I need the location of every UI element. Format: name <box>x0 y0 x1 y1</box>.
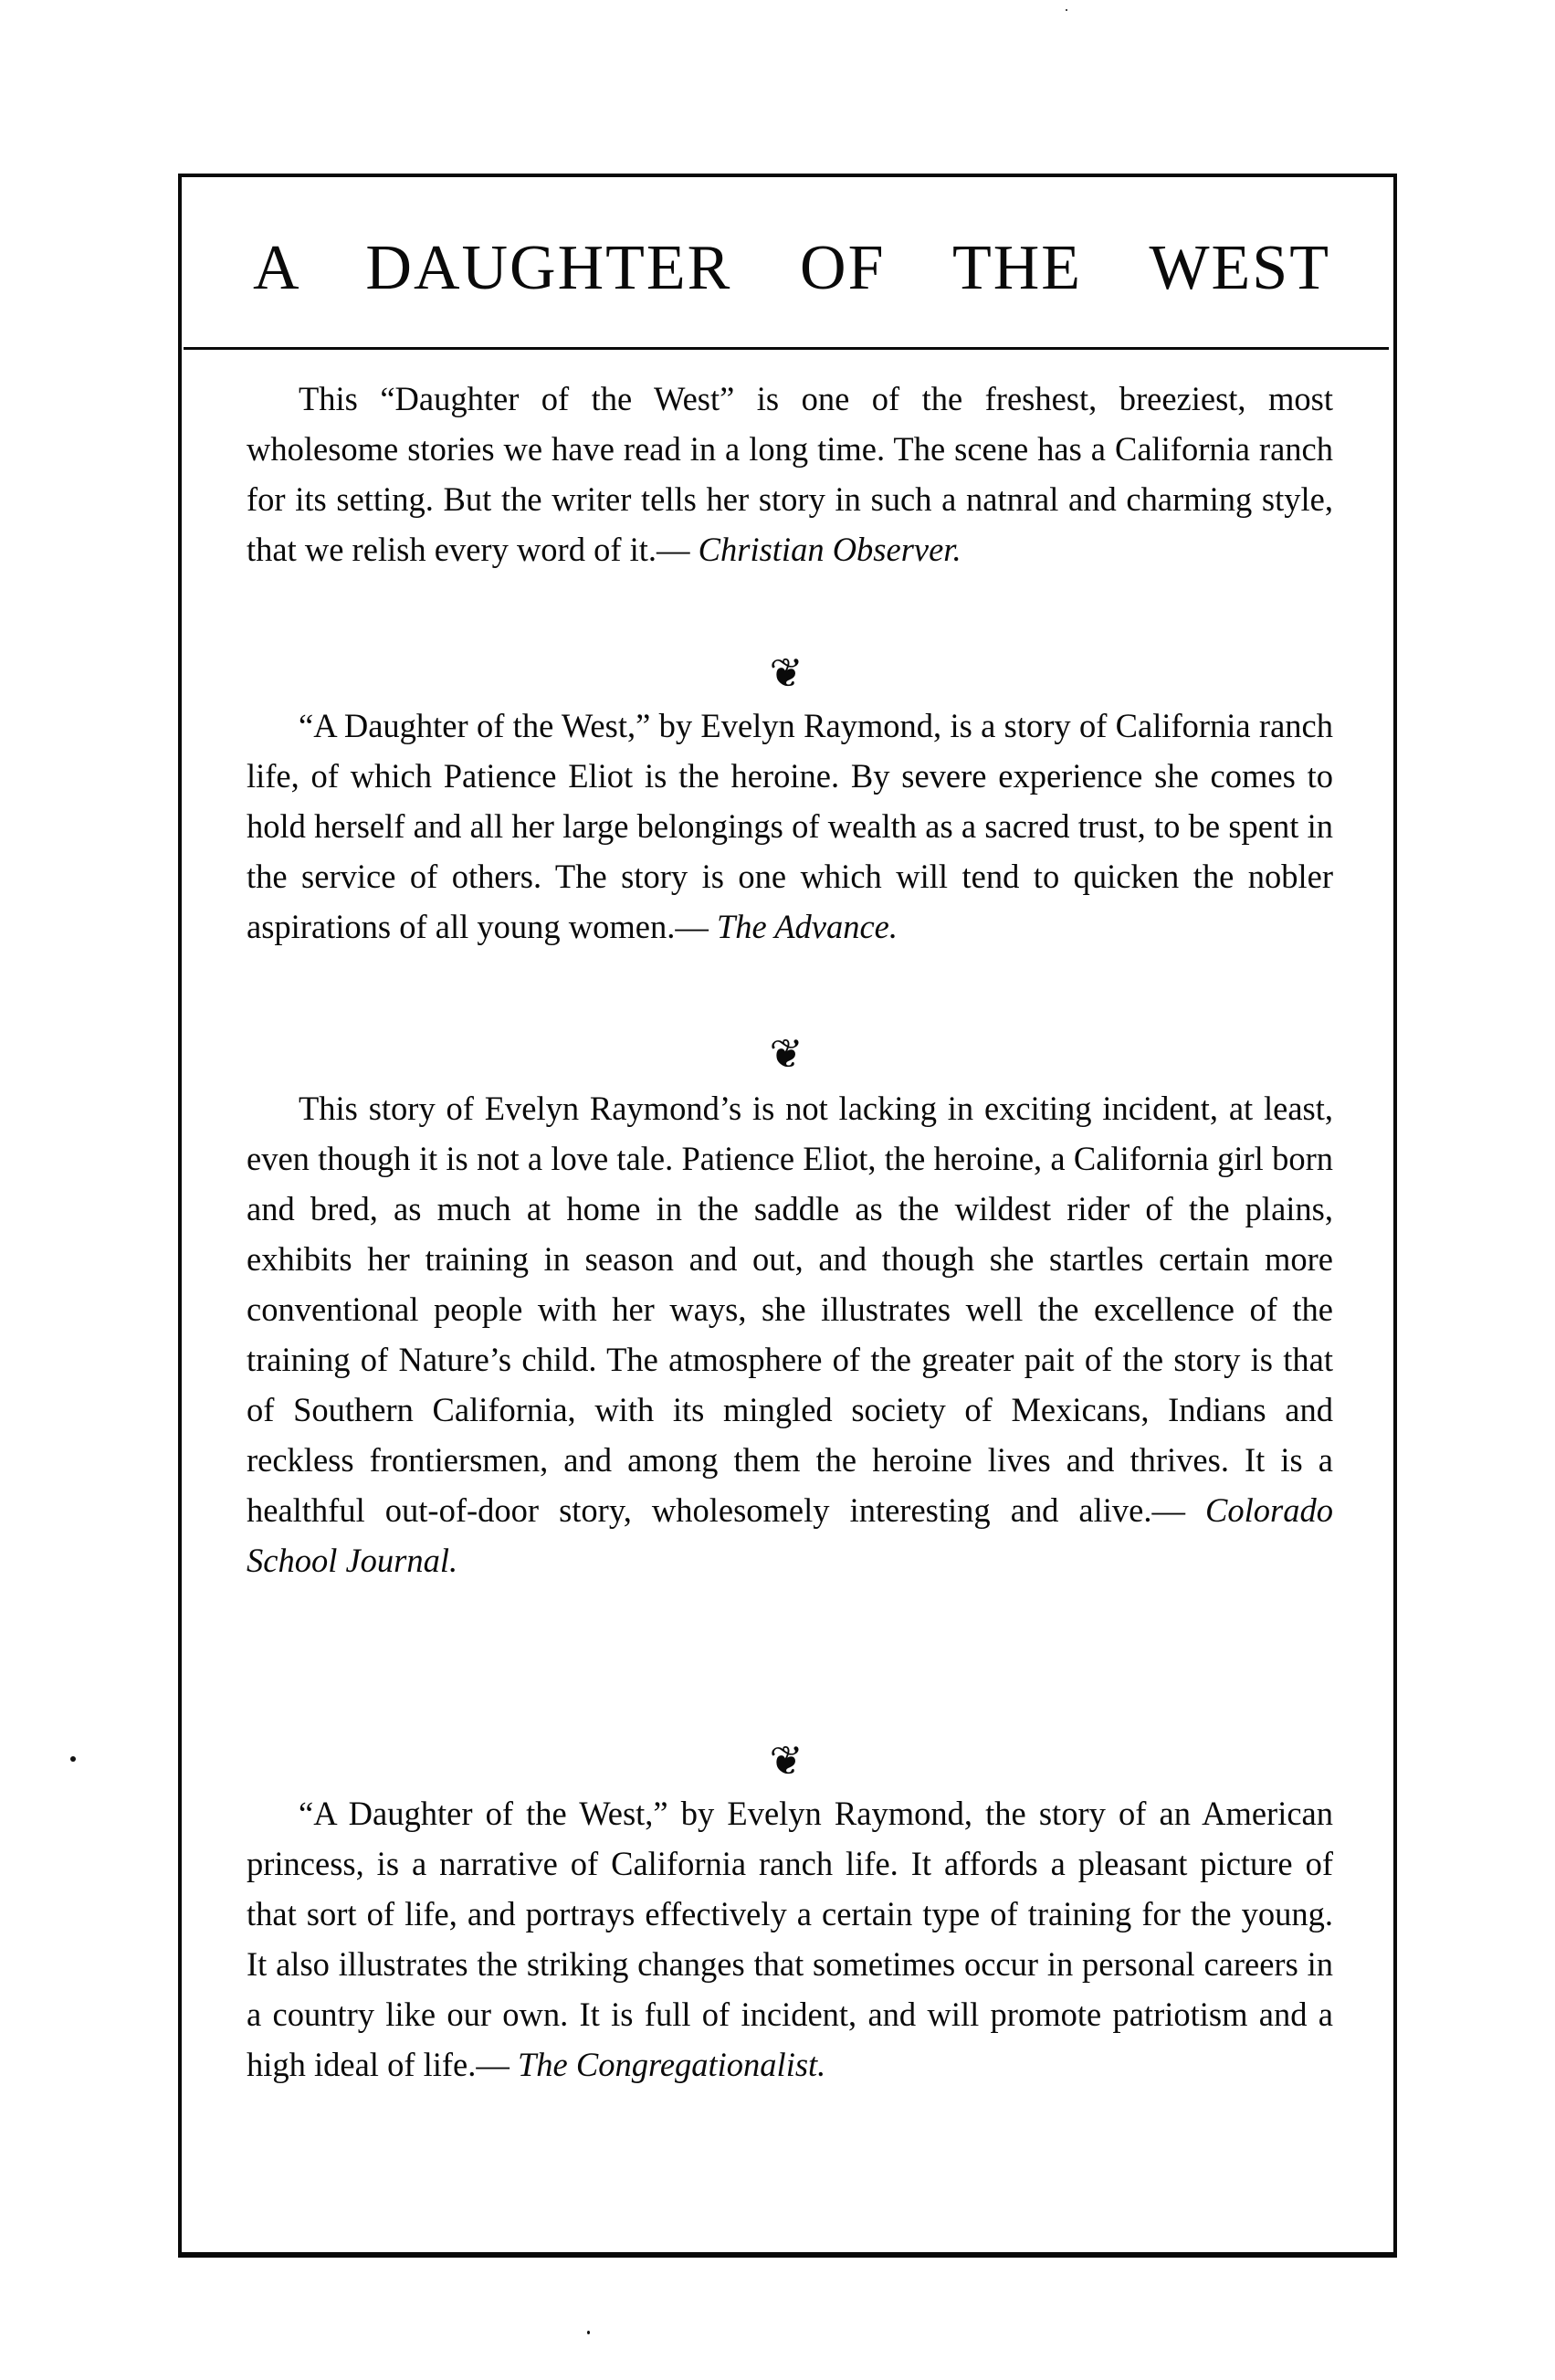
page-frame <box>178 174 1397 2258</box>
page-title: A DAUGHTER OF THE WEST <box>253 233 1330 303</box>
scan-speck <box>1066 9 1067 11</box>
review-the-congregationalist <box>247 1788 1333 2090</box>
title-divider <box>184 347 1389 350</box>
review-source: The Advance. <box>716 908 898 945</box>
review-text: This story of Evelyn Raymond’s is not lacking in exciting incident, at least, even though it is not a love tale. Patience Eliot, the heroine, a California girl born and bred, as much at home in the saddle as the wildest rider of the plains, exhibits her training in season and out, and though she startles certain more conventional people with her ways, she illustrates well the excellence of the training of Nature’s child. The atmosphere of the greater pait of the story is that of Southern California, with its mingled society of Mexicans, Indians and reckless frontiersmen, and among them the heroine lives and thrives. It is a healthful out-of-door story, wholesomely interesting and alive.— <box>247 1090 1333 1529</box>
review-christian-observer <box>247 374 1333 574</box>
scan-speck <box>70 1756 76 1762</box>
fleuron-icon: ❦ <box>769 1738 804 1785</box>
review-source: The Congregationalist. <box>518 2046 826 2083</box>
review-text: “A Daughter of the West,” by Evelyn Raymond, is a story of California ranch life, of which Patience Eliot is the heroine. By severe experience she comes to hold herself and all her large belongings of wealth as a sacred trust, to be spent in the service of others. The story is one which will tend to quicken the nobler aspirations of all young women.— <box>247 707 1333 945</box>
review-the-advance <box>247 700 1333 952</box>
scan-speck <box>587 2331 590 2334</box>
fleuron-icon: ❦ <box>769 650 804 697</box>
review-text: This “Daughter of the West” is one of the freshest, breeziest, most wholesome stories we have read in a long time. The scene has a California ranch for its setting. But the writer tells her story in such a natnral and charming style, that we relish every word of it.— <box>247 380 1333 568</box>
fleuron-icon: ❦ <box>769 1031 804 1078</box>
review-text: “A Daughter of the West,” by Evelyn Raymond, the story of an American princess, is a narrative of California ranch life. It affords a pleasant picture of that sort of life, and portrays effectively a certain type of training for the young. It also illustrates the striking changes that sometimes occur in personal careers in a country like our own. It is full of incident, and will promote patriotism and a high ideal of life.— <box>247 1795 1333 2083</box>
review-colorado-school-journal <box>247 1083 1333 1585</box>
review-source: Christian Observer. <box>698 531 961 568</box>
review-source: Colorado School Journal. <box>247 1491 1333 1579</box>
